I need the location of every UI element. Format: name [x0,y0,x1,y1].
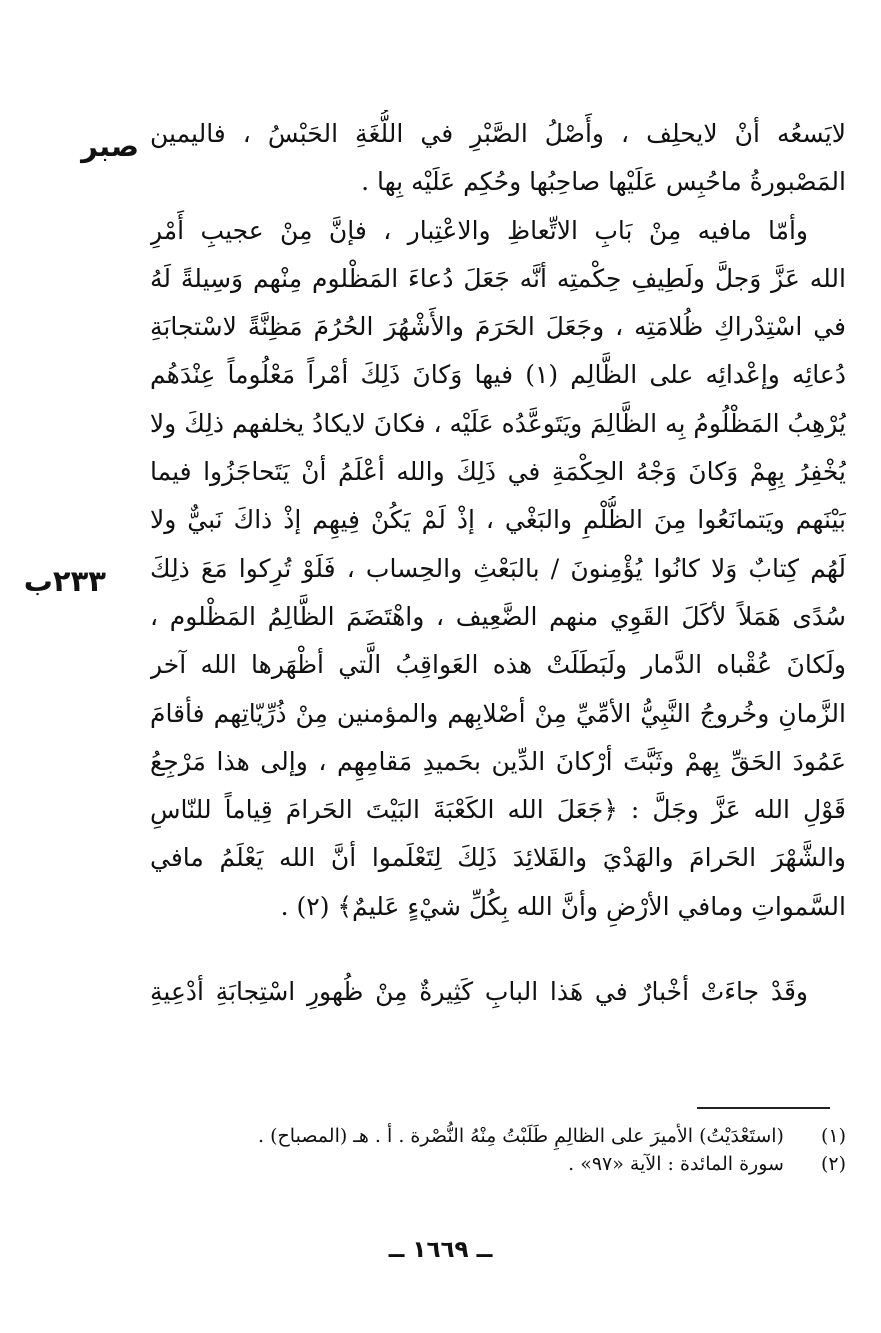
second-paragraph [150,968,846,1016]
text-line: السَّمواتِ ومافي الأرْضِ وأنَّ الله بِكُلِّ شيْءٍ عَليمٌ﴾ (٢) . [280,891,846,921]
footnote-divider [697,1107,830,1109]
text-line: بَيْنَهم ويَتمانَعُوا مِنَ الظُّلْمِ والبَغْي ، إذْ لَمْ يَكُنْ فِيهِم إذْ ذاكَ نَبيٌّ ولا [150,505,846,535]
text-line: لَهُم كِتابٌ وَلا كانُوا يُؤْمِنونَ / بالبَعْثِ والحِساب ، فَلَوْ تُرِكوا مَعَ ذلِكَ [150,553,846,583]
margin-note-folio: ٢٣٣ب [23,564,106,598]
body-text [150,110,846,931]
text-line: لايَسعُه أنْ لايحلِف ، وأَصْلُ الصَّبْرِ في اللُّغَةِ الحَبْسُ ، فاليمين [150,119,846,148]
text-line: والشَّهْرَ الحَرامَ والهَدْيَ والقَلائِدَ ذَلِكَ لِتَعْلَموا أنَّ الله يَعْلَمُ مافي [150,843,846,873]
text-line: يُخْفِرُ بِهِمْ وَكانَ وَجْهُ الحِكْمَةِ في ذَلِكَ والله أعْلَمُ أنْ يَتَحاجَزُوا فيما [150,457,846,487]
footnote-text: (استَعْدَيْتُ) الأميرَ على الظالِمِ طَلَبْتُ مِنْهُ النُّصْرة . أ . هـ (المصباح) . [258,1125,784,1147]
footnote-2 [150,1150,846,1178]
page-number: ــ ١٦٦٩ ــ [388,1237,493,1263]
text-line: المَصْبورةُ ماحُبِس عَلَيْها صاحِبُها وحُكِم عَلَيْه بِها . [361,167,846,197]
text-line: وأمّا مافيه مِنْ بَابِ الاتِّعاظِ والاعْتِبار ، فإنَّ مِنْ عجيبِ أَمْرِ [150,215,808,245]
text-line: يُرْهِبُ المَظْلُومُ بِه الظَّالِمَ ويَتَوعَّدُه عَلَيْه ، فكانَ لايكادُ يخلفهم ذلِكَ ولا [150,408,846,438]
text-line: الله عَزَّ وَجلَّ ولَطِيفِ حِكْمتِه أنَّه جَعَلَ دُعاءَ المَظْلوم مِنْهم وَسِيلةً لَهُ [150,263,846,293]
footnotes [150,1122,846,1178]
text-line: سُدًى هَمَلاً لأكَلَ القَوِي منهم الضَّعِيف ، واهْتَضَمَ الظَّالِمُ المَظْلوم ، [150,601,846,631]
text-line: الزَّمانِ وخُروجُ النَّبِيُّ الأمِّيِّ مِنْ أصْلابِهم والمؤمنين مِنْ ذُرِّيّاتِهم فأقامَ [150,698,846,728]
margin-note-topic: صبر [81,129,139,163]
text-line: وقَدْ جاءَتْ أخْبارٌ في هَذا البابِ كَثِيرةٌ مِنْ ظُهورِ اسْتِجابَةِ أدْعِيةِ [150,977,808,1006]
text-line: قَوْلِ الله عَزَّ وجَلَّ : ﴿جَعَلَ الله الكَعْبَةَ البَيْتَ الحَرامَ قِياماً للنّاسِ [150,795,846,825]
footnote-number: (١) [820,1125,846,1147]
text-line: دُعائِه وإعْدائِه على الظَّالِم (١) فيها وَكانَ ذَلِكَ أمْراً مَعْلُوماً عِنْدَهُم [150,360,846,390]
footnote-1 [150,1122,846,1150]
text-line: ولَكانَ عُقْباه الدَّمار ولَبَطَلَتْ هذه العَواقِبُ الَّتي أظْهَرها الله آخر [150,650,846,680]
text-line: عَمُودَ الحَقِّ بِهمْ وثَبَّتَ أرْكانَ الدِّين بحَميدِ مَقامِهِم ، وإلى هذا مَرْجِعُ [150,746,846,776]
footnote-text: سورة المائدة : الآية «٩٧» . [568,1153,784,1175]
text-line: في اسْتِدْراكِ ظُلامَتِه ، وجَعَلَ الحَرَمَ والأَشْهُرَ الحُرُمَ مَظِنَّةً لاسْتجابَةِ [150,312,846,342]
footnote-number: (٢) [820,1153,846,1175]
